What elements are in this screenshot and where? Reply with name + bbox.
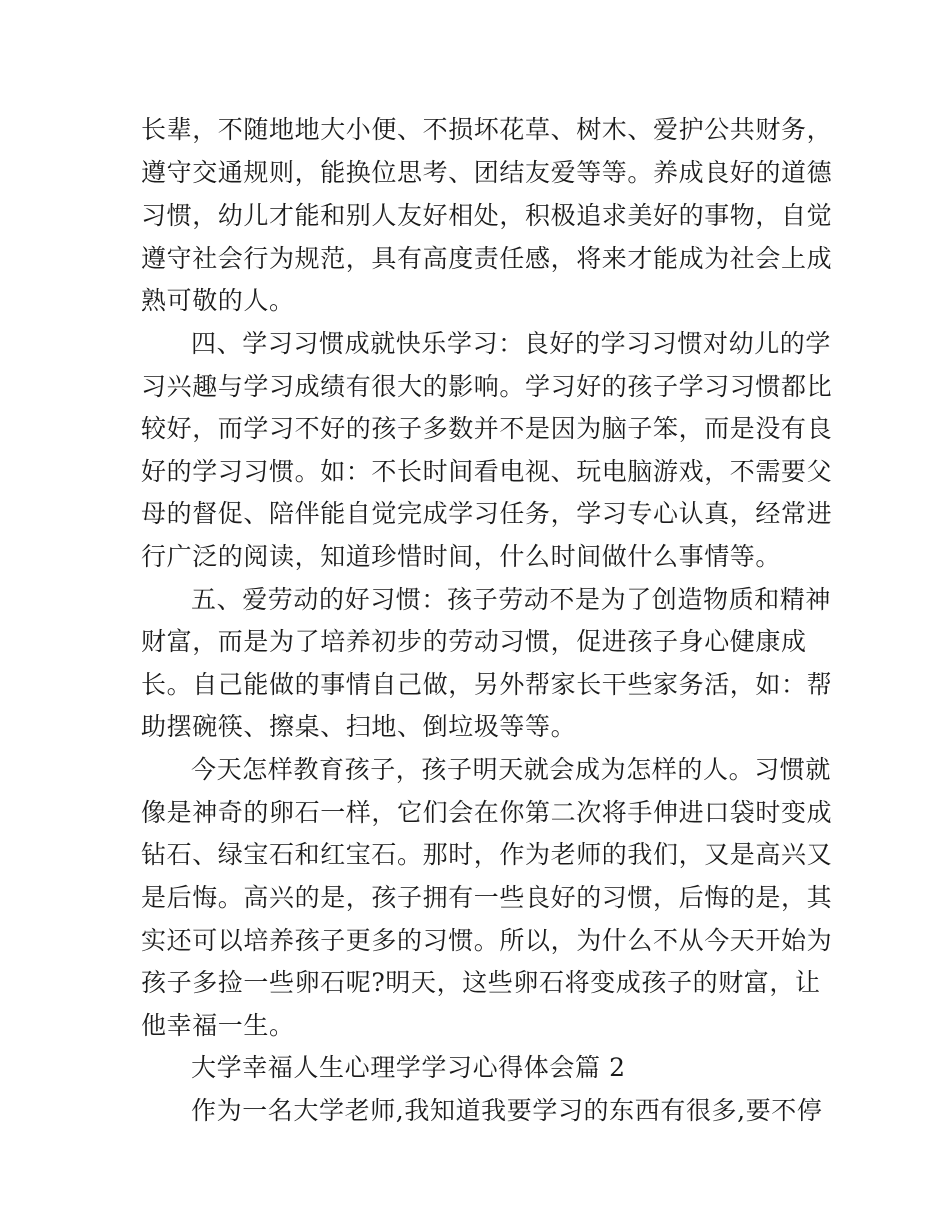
text-line: 较好，而学习不好的孩子多数并不是因为脑子笨，而是没有良: [141, 414, 833, 443]
text-line: 孩子多捡一些卵石呢?明天，这些卵石将变成孩子的财富，让: [141, 968, 821, 997]
text-line: 习惯，幼儿才能和别人友好相处，积极追求美好的事物，自觉: [141, 201, 833, 230]
text-line: 钻石、绿宝石和红宝石。那时，作为老师的我们，又是高兴又: [141, 840, 833, 869]
paragraph-first-line: 四、学习习惯成就快乐学习：良好的学习习惯对幼儿的学: [191, 329, 832, 358]
text-line: 实还可以培养孩子更多的习惯。所以，为什么不从今天开始为: [141, 926, 833, 955]
text-line: 行广泛的阅读，知道珍惜时间，什么时间做什么事情等。: [141, 542, 782, 571]
text-line: 财富，而是为了培养初步的劳动习惯，促进孩子身心健康成: [141, 627, 807, 656]
text-line: 长辈，不随地地大小便、不损坏花草、树木、爱护公共财务，: [141, 115, 833, 144]
text-line: 习兴趣与学习成绩有很大的影响。学习好的孩子学习习惯都比: [141, 372, 833, 401]
text-line: 长。自己能做的事情自己做，另外帮家长干些家务活，如：帮: [141, 670, 833, 699]
text-line: 是后悔。高兴的是，孩子拥有一些良好的习惯，后悔的是，其: [141, 883, 833, 912]
text-line: 他幸福一生。: [141, 1011, 295, 1040]
text-line: 好的学习习惯。如：不长时间看电视、玩电脑游戏，不需要父: [141, 457, 833, 486]
text-line: 像是神奇的卵石一样，它们会在你第二次将手伸进口袋时变成: [141, 798, 833, 827]
paragraph-first-line: 五、爱劳动的好习惯：孩子劳动不是为了创造物质和精神: [191, 585, 832, 614]
section-heading: 大学幸福人生心理学学习心得体会篇 2: [191, 1053, 626, 1082]
text-line: 熟可敬的人。: [141, 286, 295, 315]
text-line: 助摆碗筷、擦桌、扫地、倒垃圾等等。: [141, 712, 577, 741]
text-line: 母的督促、陪伴能自觉完成学习任务，学习专心认真，经常进: [141, 499, 833, 528]
text-line: 遵守社会行为规范，具有高度责任感，将来才能成为社会上成: [141, 244, 833, 273]
paragraph-first-line: 今天怎样教育孩子，孩子明天就会成为怎样的人。习惯就: [191, 755, 832, 784]
paragraph-first-line: 作为一名大学老师,我知道我要学习的东西有很多,要不停: [191, 1096, 823, 1125]
text-line: 遵守交通规则，能换位思考、团结友爱等等。养成良好的道德: [141, 158, 833, 187]
